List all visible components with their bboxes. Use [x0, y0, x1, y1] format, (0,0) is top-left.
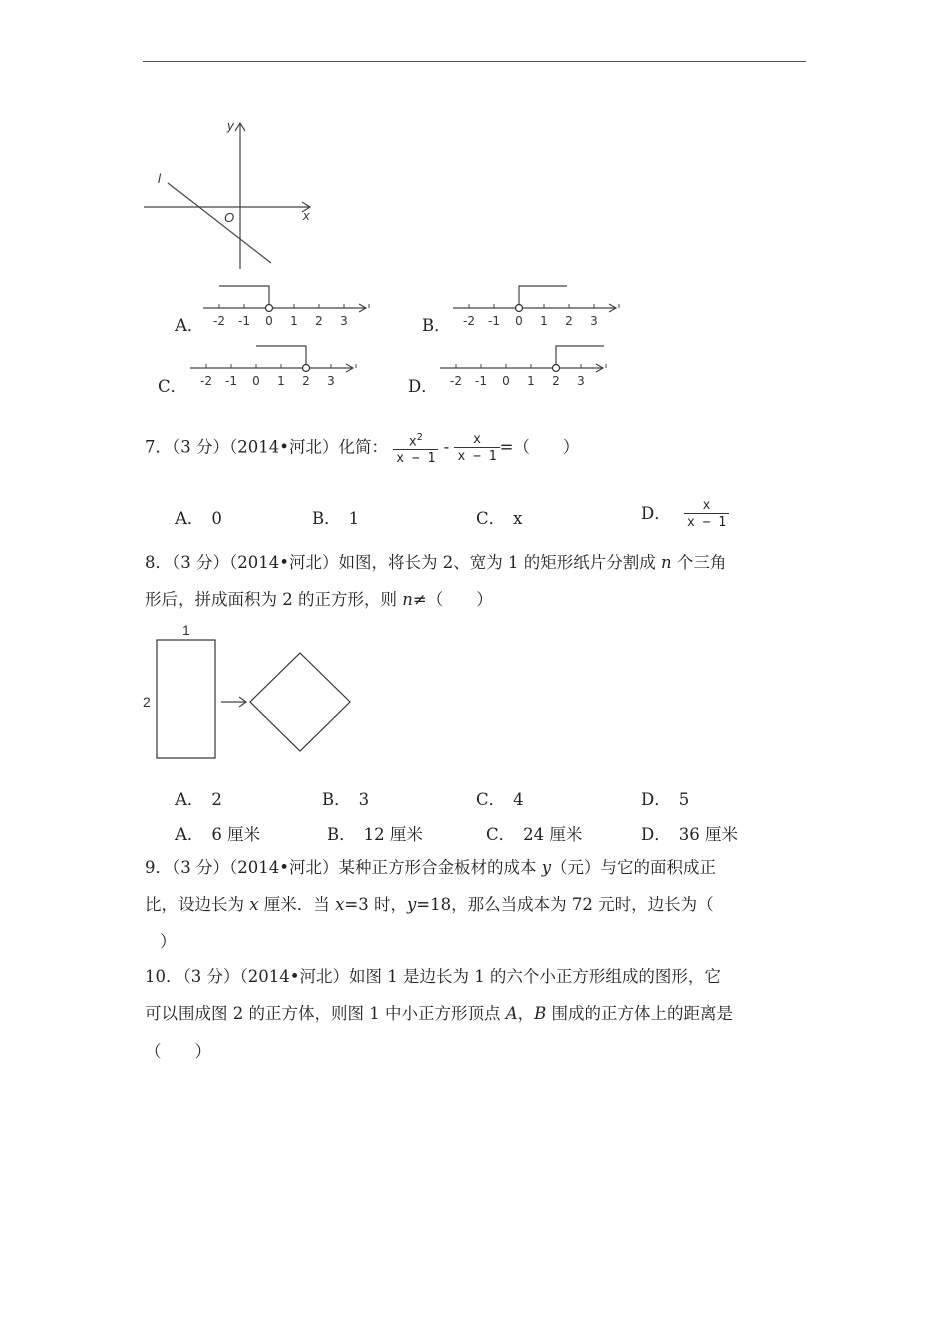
q7-option-c[interactable]: C． x	[476, 509, 523, 528]
q7-option-b[interactable]: B． 1	[312, 509, 360, 528]
numberline-tick-label: 3	[577, 374, 585, 388]
coordinate-graph	[140, 115, 320, 275]
numberline-b	[450, 280, 625, 335]
question-8-line-1: 8．（3 分）（2014•河北）如图，将长为 2、宽为 1 的矩形纸片分割成 n 个三角	[145, 553, 727, 572]
numberline-tick-label: -1	[238, 314, 250, 328]
numberline-tick-label: 1	[277, 374, 285, 388]
numberline-tick-label: 3	[340, 314, 348, 328]
q7-option-d-fraction: $\frac{x}{x - 1}$	[684, 498, 729, 530]
numberline-tick-label: 2	[565, 314, 573, 328]
numberline-b-label[interactable]: B．	[422, 316, 451, 335]
solution-ray	[519, 286, 567, 304]
q7-minus: -	[443, 437, 450, 457]
numberline-tick-label: -2	[213, 314, 225, 328]
numberline-tick-label: -2	[200, 374, 212, 388]
open-circle-point	[303, 365, 310, 372]
solution-ray	[256, 346, 306, 364]
numberline-tick-label: 3	[327, 374, 335, 388]
question-10-line-1: 10．（3 分）（2014•河北）如图 1 是边长为 1 的六个小正方形组成的图形，它	[145, 967, 721, 986]
numberline-tick-label: 0	[265, 314, 273, 328]
q7-prefix: 7．（3 分）（2014•河北）化简：	[145, 437, 388, 457]
question-9-line-1: 9．（3 分）（2014•河北）某种正方形合金板材的成本 y（元）与它的面积成正	[145, 858, 717, 877]
numberline-d	[437, 340, 612, 395]
q9-option-a[interactable]: A． 6 厘米	[175, 825, 261, 844]
rect-width-label: 1	[182, 622, 190, 638]
numberline-tick-label: 0	[252, 374, 260, 388]
question-9-line-2: 比，设边长为 x 厘米．当 x=3 时，y=18，那么当成本为 72 元时，边长为（	[145, 895, 714, 914]
numberline-tick-label: 1	[290, 314, 298, 328]
q7-fraction-1: $\frac{x^2}{x - 1}$	[393, 430, 438, 466]
numberline-tick-label: 0	[515, 314, 523, 328]
question-8-line-2: 形后，拼成面积为 2 的正方形，则 n≠（ ）	[145, 590, 493, 609]
line-l-label: l	[158, 171, 161, 186]
numberline-tick-label: -1	[225, 374, 237, 388]
q9-option-b[interactable]: B． 12 厘米	[327, 825, 423, 844]
square	[250, 653, 350, 751]
numberline-tick-label: 2	[552, 374, 560, 388]
numberline-c-label[interactable]: C．	[158, 377, 188, 396]
open-circle-point	[266, 305, 273, 312]
numberline-tick-label: 2	[302, 374, 310, 388]
y-axis-label: y	[227, 118, 234, 133]
numberline-tick-label: 0	[502, 374, 510, 388]
question-10-line-2: 可以围成图 2 的正方体，则图 1 中小正方形顶点 A，B 围成的正方体上的距离是	[145, 1004, 734, 1023]
q8-option-c[interactable]: C． 4	[476, 790, 524, 809]
numberline-tick-label: 1	[540, 314, 548, 328]
question-9-line-3: ）	[160, 932, 177, 951]
q8-option-a[interactable]: A． 2	[175, 790, 222, 809]
open-circle-point	[516, 305, 523, 312]
solution-ray	[556, 346, 604, 364]
q7-option-d[interactable]: D． $\frac{x}{x - 1}$	[641, 498, 729, 530]
solution-ray	[219, 286, 269, 304]
q8-option-d[interactable]: D． 5	[641, 790, 690, 809]
x-axis-label: x	[303, 208, 310, 223]
rectangle-to-square-figure	[138, 618, 358, 768]
line-l	[168, 183, 271, 263]
numberline-a	[200, 280, 375, 335]
numberline-tick-label: 3	[590, 314, 598, 328]
q7-fraction-2: $\frac{x}{x - 1}$	[454, 432, 499, 464]
numberline-tick-label: -1	[488, 314, 500, 328]
rectangle	[157, 640, 215, 758]
numberline-tick-label: 1	[527, 374, 535, 388]
numberline-a-label[interactable]: A．	[175, 316, 204, 335]
question-7	[145, 430, 579, 466]
numberline-tick-label: -2	[450, 374, 462, 388]
numberline-d-label[interactable]: D．	[408, 377, 438, 396]
q8-option-b[interactable]: B． 3	[322, 790, 370, 809]
q9-option-c[interactable]: C． 24 厘米	[486, 825, 583, 844]
numberline-c	[187, 340, 362, 395]
header-rule	[143, 61, 806, 62]
question-10-line-3: （ ）	[145, 1042, 211, 1061]
numberline-tick-label: 2	[315, 314, 323, 328]
rect-height-label: 2	[143, 694, 151, 710]
q9-option-d[interactable]: D． 36 厘米	[641, 825, 738, 844]
numberline-tick-label: -1	[475, 374, 487, 388]
origin-label: O	[224, 210, 235, 225]
q7-option-a[interactable]: A． 0	[175, 509, 222, 528]
open-circle-point	[553, 365, 560, 372]
numberline-tick-label: -2	[463, 314, 475, 328]
q7-suffix: =（ ）	[499, 437, 580, 457]
